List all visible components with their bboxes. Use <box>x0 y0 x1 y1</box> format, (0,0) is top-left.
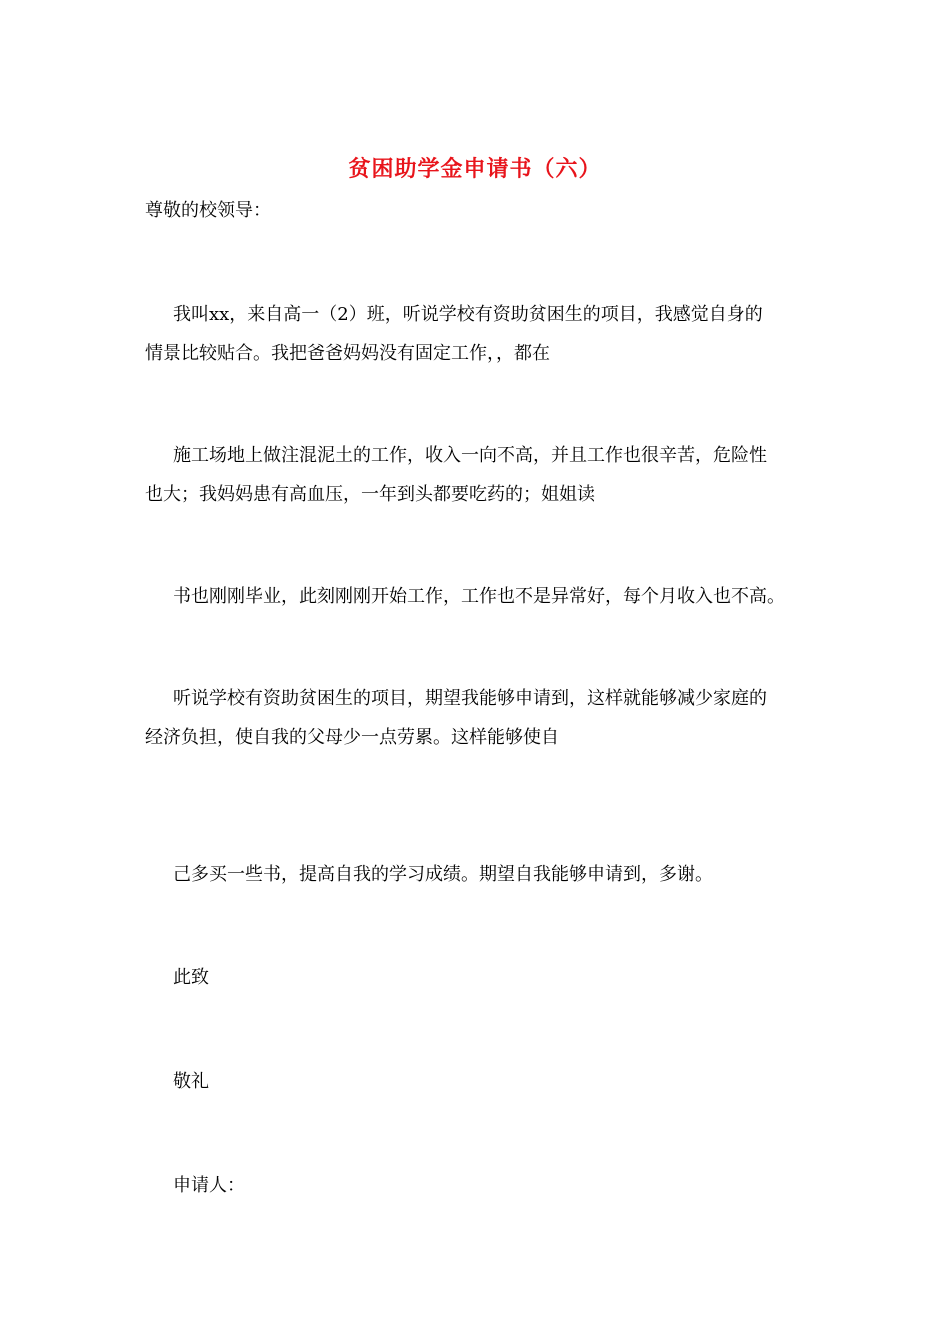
paragraph-2-line-2: 也大；我妈妈患有高血压，一年到头都要吃药的；姐姐读 <box>145 484 595 505</box>
paragraph-5-line-1: 己多买一些书，提高自我的学习成绩。期望自我能够申请到，多谢。 <box>173 864 713 885</box>
closing-zhici: 此致 <box>173 967 209 988</box>
closing-jingli: 敬礼 <box>173 1071 209 1092</box>
paragraph-1-line-2: 情景比较贴合。我把爸爸妈妈没有固定工作，，都在 <box>145 343 550 364</box>
paragraph-4-line-1: 听说学校有资助贫困生的项目，期望我能够申请到，这样就能够减少家庭的 <box>173 688 767 709</box>
paragraph-4-line-2: 经济负担，使自我的父母少一点劳累。这样能够使自 <box>145 727 559 748</box>
document-title: 贫困助学金申请书（六） <box>348 156 602 182</box>
applicant-label: 申请人： <box>173 1175 245 1196</box>
salutation: 尊敬的校领导： <box>145 200 271 221</box>
paragraph-1-line-1: 我叫xx，来自高一（2）班，听说学校有资助贫困生的项目，我感觉自身的 <box>173 304 763 325</box>
paragraph-3-line-1: 书也刚刚毕业，此刻刚刚开始工作，工作也不是异常好，每个月收入也不高。 <box>173 586 785 607</box>
paragraph-2-line-1: 施工场地上做注混泥土的工作，收入一向不高，并且工作也很辛苦，危险性 <box>173 445 767 466</box>
